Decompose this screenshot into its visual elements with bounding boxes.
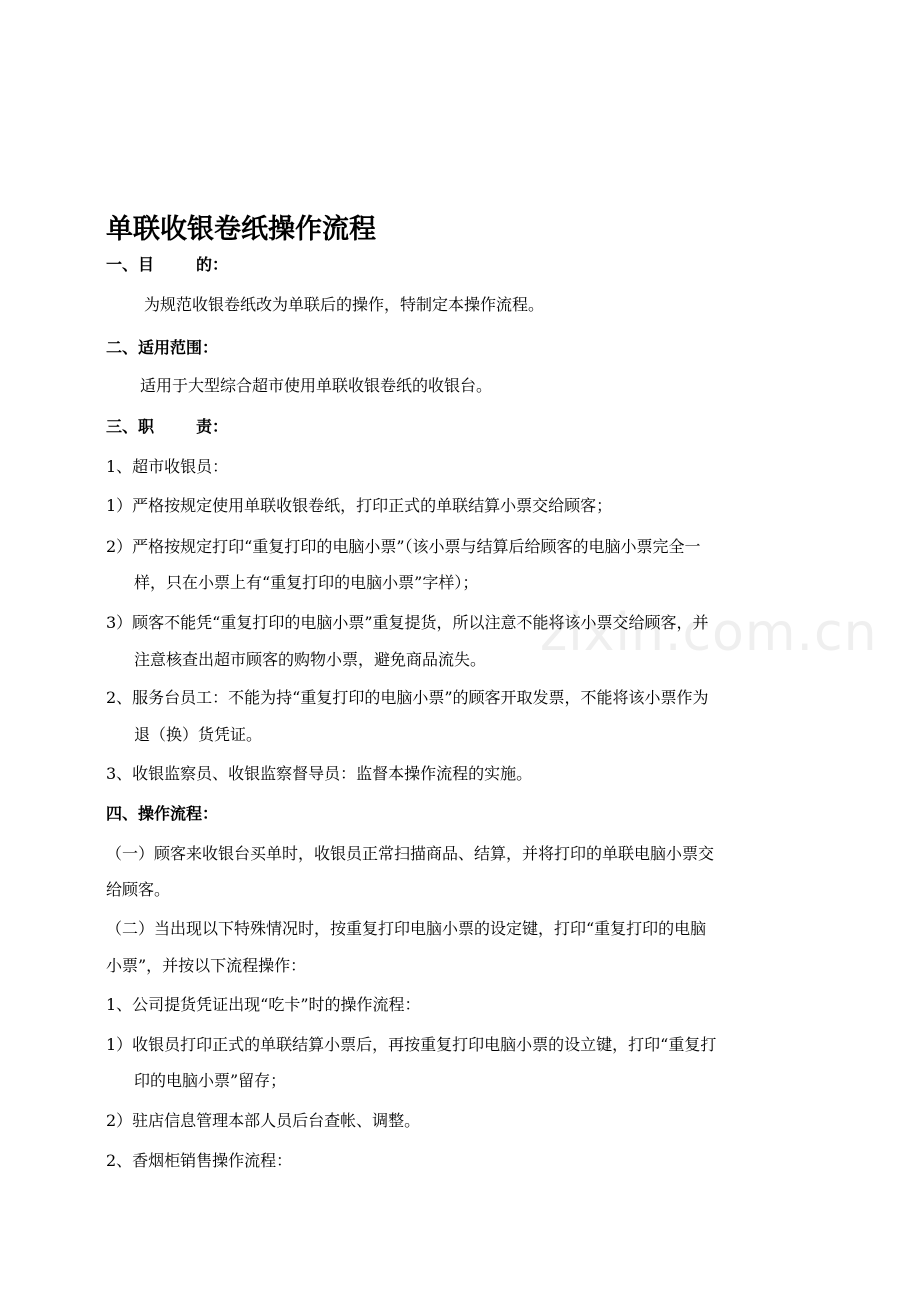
document-title: 单联收银卷纸操作流程 xyxy=(106,214,376,245)
list-item-continuation: 印的电脑小票”留存； xyxy=(134,1071,287,1090)
paragraph-purpose: 为规范收银卷纸改为单联后的操作，特制定本操作流程。 xyxy=(144,295,545,314)
list-item: 2、服务台员工：不能为持“重复打印的电脑小票”的顾客开取发票，不能将该小票作为 xyxy=(106,688,709,707)
list-item: 2、香烟柜销售操作流程： xyxy=(106,1151,293,1170)
section-heading-duties xyxy=(106,416,818,438)
paragraph-procedure-1: （一）顾客来收银台买单时，收银员正常扫描商品、结算，并将打印的单联电脑小票交 xyxy=(106,844,715,863)
list-item: 1、公司提货凭证出现“吃卡”时的操作流程： xyxy=(106,995,421,1014)
list-item-continuation: 样，只在小票上有“重复打印的电脑小票”字样）； xyxy=(134,573,479,592)
section-heading-purpose-part1: 一、目 xyxy=(106,255,155,274)
paragraph-procedure-2: （二）当出现以下特殊情况时，按重复打印电脑小票的设定键，打印“重复打印的电脑 xyxy=(106,919,707,938)
list-item: 2）严格按规定打印“重复打印的电脑小票”（该小票与结算后给顾客的电脑小票完全一 xyxy=(106,537,701,556)
list-item-continuation: 退（换）货凭证。 xyxy=(134,725,263,744)
list-item: 2）驻店信息管理本部人员后台查帐、调整。 xyxy=(106,1111,421,1130)
list-item: 3、收银监察员、收银监察督导员：监督本操作流程的实施。 xyxy=(106,764,533,783)
list-item: 1、超市收银员： xyxy=(106,457,229,476)
list-item: 1）收银员打印正式的单联结算小票后，再按重复打印电脑小票的设立键，打印“重复打 xyxy=(106,1035,717,1054)
paragraph-scope: 适用于大型综合超市使用单联收银卷纸的收银台。 xyxy=(140,376,493,395)
section-heading-procedure: 四、操作流程： xyxy=(106,804,219,823)
paragraph-procedure-2-cont: 小票”，并按以下流程操作： xyxy=(106,956,307,975)
section-heading-purpose-part2: 的： xyxy=(196,255,229,274)
list-item: 1）严格按规定使用单联收银卷纸，打印正式的单联结算小票交给顾客； xyxy=(106,496,613,515)
list-item-continuation: 注意核查出超市顾客的购物小票，避免商品流失。 xyxy=(134,650,487,669)
list-item: 3）顾客不能凭“重复打印的电脑小票”重复提货，所以注意不能将该小票交给顾客，并 xyxy=(106,613,709,632)
section-heading-duties-part2: 责： xyxy=(196,417,229,436)
section-heading-scope: 二、适用范围： xyxy=(106,338,219,357)
section-heading-duties-part1: 三、职 xyxy=(106,417,155,436)
paragraph-procedure-1-cont: 给顾客。 xyxy=(106,880,171,899)
watermark-text: zixin.com.cn xyxy=(540,603,878,663)
section-heading-purpose xyxy=(106,254,818,276)
